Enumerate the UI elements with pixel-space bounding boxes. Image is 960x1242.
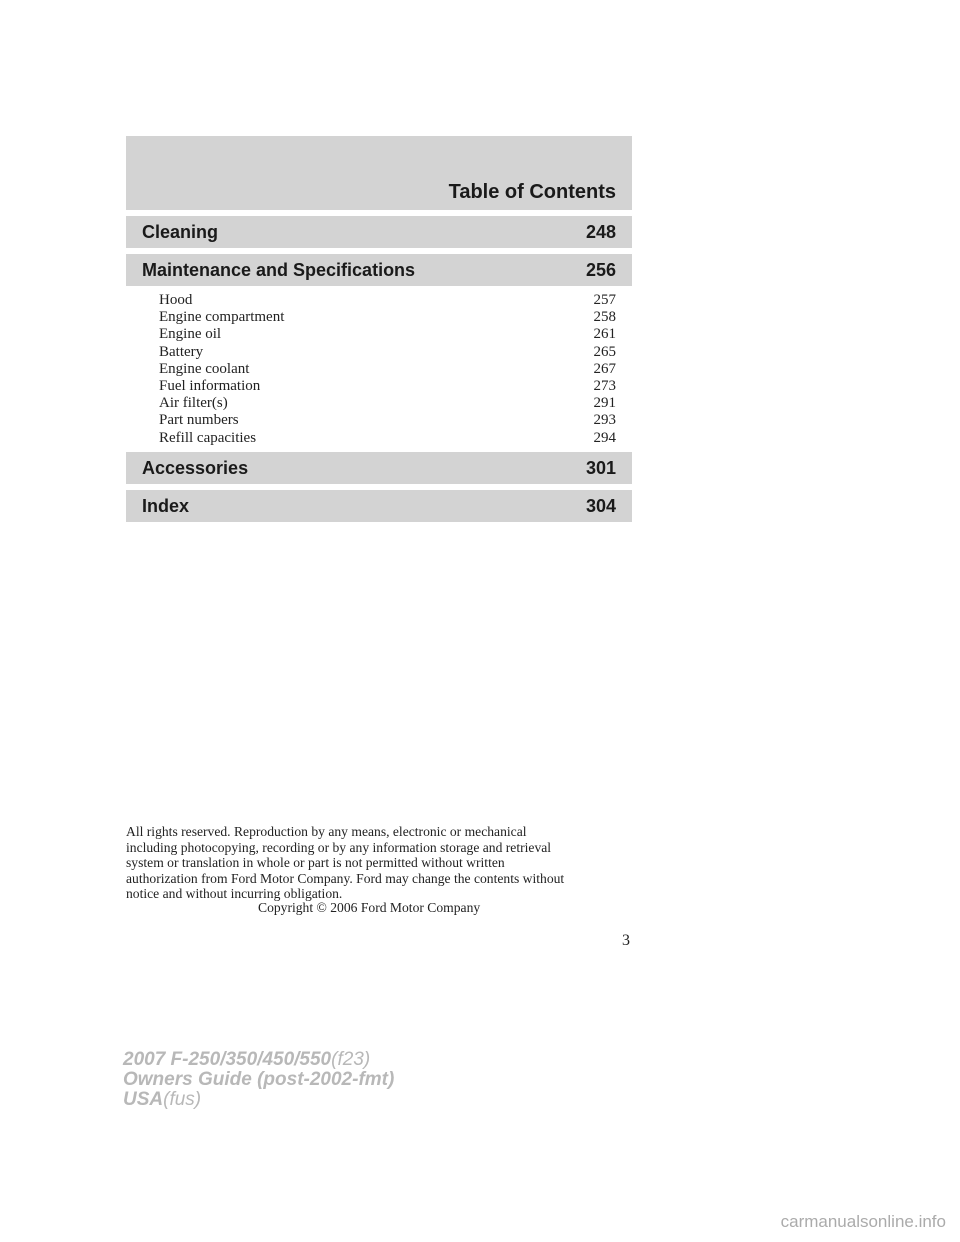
subsection-title: Engine oil: [159, 326, 222, 343]
subsection-title: Refill capacities: [159, 429, 257, 446]
section-index[interactable]: [126, 490, 632, 522]
subsection-item[interactable]: [159, 326, 616, 343]
subsection-title: Hood: [159, 292, 193, 308]
footer-model-code: (f23): [331, 1049, 371, 1070]
section-title: Accessories: [142, 457, 249, 478]
subsection-item[interactable]: [159, 344, 616, 361]
subsection-page: 265: [593, 343, 616, 360]
legal-line: system or translation in whole or part is not permitted without written: [126, 855, 505, 870]
subsection-item[interactable]: [159, 378, 616, 395]
section-title: Maintenance and Specifications: [142, 259, 416, 280]
subsection-page: 257: [593, 292, 616, 308]
section-page: 256: [585, 259, 616, 280]
subsection-page: 258: [593, 309, 616, 326]
section-page: 301: [585, 457, 616, 478]
footer-line-1: [123, 1050, 394, 1070]
copyright-notice: Copyright © 2006 Ford Motor Company: [258, 900, 481, 915]
subsection-item[interactable]: [159, 395, 616, 412]
subsection-page: 291: [593, 395, 616, 412]
section-title: Index: [142, 495, 190, 516]
legal-line: authorization from Ford Motor Company. Ford may change the contents without: [126, 870, 565, 886]
section-title: Cleaning: [142, 221, 219, 242]
subsection-title: Fuel information: [159, 378, 261, 395]
subsection-title: Air filter(s): [159, 395, 228, 412]
subsection-page: 267: [593, 360, 616, 377]
subsection-item[interactable]: [159, 430, 616, 447]
section-page: 304: [585, 495, 616, 516]
subsection-item[interactable]: [159, 361, 616, 378]
subsection-item[interactable]: [159, 412, 616, 429]
section-page: 248: [585, 221, 616, 242]
footer-guide: Owners Guide (post-2002-fmt): [123, 1069, 395, 1090]
footer-model: 2007 F-250/350/450/550: [123, 1049, 332, 1070]
subsection-item[interactable]: [159, 309, 616, 326]
legal-line: notice and without incurring obligation.: [126, 886, 343, 901]
footer-market-code: (fus): [163, 1089, 202, 1110]
toc-title: Table of Contents: [448, 181, 616, 203]
subsection-page: 294: [593, 429, 616, 446]
watermark: carmanualsonline.info: [780, 1212, 946, 1231]
footer-line-3: [123, 1090, 394, 1110]
subsection-list: [159, 292, 616, 447]
legal-notice: [126, 824, 646, 902]
section-accessories[interactable]: [126, 452, 632, 484]
section-maintenance[interactable]: [126, 254, 632, 286]
subsection-title: Engine compartment: [159, 309, 285, 326]
subsection-title: Engine coolant: [159, 360, 250, 377]
footer-line-2: [123, 1070, 394, 1090]
toc-header: [126, 136, 632, 210]
legal-line: including photocopying, recording or by any information storage and retrieval: [126, 839, 552, 855]
legal-line: All rights reserved. Reproduction by any means, electronic or mechanical: [126, 824, 527, 839]
footer-market: USA: [123, 1089, 164, 1110]
subsection-title: Part numbers: [159, 412, 239, 429]
document-footer: [123, 1050, 394, 1110]
section-cleaning[interactable]: [126, 216, 632, 248]
subsection-page: 261: [593, 326, 616, 343]
page-number: 3: [622, 932, 630, 949]
subsection-title: Battery: [159, 343, 204, 360]
subsection-page: 293: [593, 412, 616, 429]
subsection-item[interactable]: [159, 292, 616, 309]
subsection-page: 273: [593, 378, 616, 395]
